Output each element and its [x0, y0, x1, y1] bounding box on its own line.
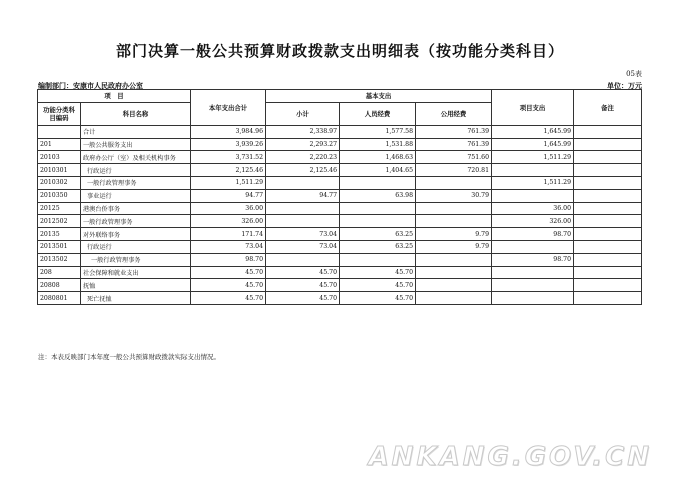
row-personnel: 45.70 [340, 279, 416, 292]
row-total: 326.00 [191, 215, 266, 228]
row-subtotal [266, 215, 340, 228]
row-code: 2010350 [38, 189, 81, 202]
row-public: 720.81 [416, 164, 492, 177]
row-name: 一般行政管理事务 [81, 176, 191, 189]
row-project: 326.00 [492, 215, 574, 228]
table-row [38, 164, 642, 177]
row-subtotal: 73.04 [266, 240, 340, 253]
row-total: 94.77 [191, 189, 266, 202]
row-public: 9.79 [416, 240, 492, 253]
row-name: 一般公共服务支出 [81, 138, 191, 151]
row-subtotal: 94.77 [266, 189, 340, 202]
row-public: 761.39 [416, 125, 492, 138]
row-code: 2010301 [38, 164, 81, 177]
row-total: 45.70 [191, 292, 266, 305]
row-total: 45.70 [191, 279, 266, 292]
row-public [416, 266, 492, 279]
row-remark [574, 228, 642, 241]
row-code [38, 125, 81, 138]
table-row [38, 189, 642, 202]
row-name: 政府办公厅（室）及相关机构事务 [81, 151, 191, 164]
row-name: 一般行政管理事务 [81, 253, 191, 266]
table-row [38, 228, 642, 241]
row-name: 一般行政管理事务 [81, 215, 191, 228]
row-public: 30.79 [416, 189, 492, 202]
row-subtotal: 2,293.27 [266, 138, 340, 151]
row-name: 行政运行 [81, 240, 191, 253]
row-project: 1,511.29 [492, 176, 574, 189]
row-personnel: 1,404.65 [340, 164, 416, 177]
row-total: 1,511.29 [191, 176, 266, 189]
row-remark [574, 266, 642, 279]
row-name: 合计 [81, 125, 191, 138]
row-subtotal [266, 202, 340, 215]
row-subtotal: 45.70 [266, 279, 340, 292]
row-code: 2010302 [38, 176, 81, 189]
row-project [492, 240, 574, 253]
row-personnel: 45.70 [340, 292, 416, 305]
row-subtotal: 45.70 [266, 292, 340, 305]
row-project: 98.70 [492, 253, 574, 266]
row-remark [574, 279, 642, 292]
row-public [416, 253, 492, 266]
header-code: 功能分类科目编码 [38, 102, 81, 125]
header-project: 项目支出 [492, 90, 574, 126]
row-remark [574, 151, 642, 164]
row-total: 73.04 [191, 240, 266, 253]
row-project: 36.00 [492, 202, 574, 215]
header-basic: 基本支出 [266, 90, 492, 103]
header-total: 本年支出合计 [191, 90, 266, 126]
row-name: 港澳台侨事务 [81, 202, 191, 215]
row-total: 3,984.96 [191, 125, 266, 138]
row-personnel [340, 253, 416, 266]
row-remark [574, 164, 642, 177]
table-row [38, 125, 642, 138]
department-label: 编制部门：安康市人民政府办公室 [38, 82, 143, 90]
row-name: 行政运行 [81, 164, 191, 177]
table-row [38, 151, 642, 164]
row-remark [574, 125, 642, 138]
row-code: 2013501 [38, 240, 81, 253]
row-public [416, 202, 492, 215]
row-code: 201 [38, 138, 81, 151]
row-personnel: 1,468.63 [340, 151, 416, 164]
row-public: 9.79 [416, 228, 492, 241]
row-code: 208 [38, 266, 81, 279]
row-code: 20103 [38, 151, 81, 164]
row-subtotal: 2,338.97 [266, 125, 340, 138]
row-project [492, 279, 574, 292]
row-public [416, 279, 492, 292]
row-name: 对外联络事务 [81, 228, 191, 241]
header-subtotal: 小计 [266, 102, 340, 125]
row-public [416, 176, 492, 189]
row-total: 98.70 [191, 253, 266, 266]
row-project [492, 189, 574, 202]
row-public: 751.60 [416, 151, 492, 164]
header-item: 项 目 [38, 90, 191, 103]
table-row [38, 176, 642, 189]
row-remark [574, 189, 642, 202]
row-project: 1,645.99 [492, 138, 574, 151]
table-row [38, 253, 642, 266]
row-project [492, 266, 574, 279]
report-title: 部门决算一般公共预算财政拨款支出明细表（按功能分类科目） [115, 42, 564, 60]
row-personnel: 1,531.88 [340, 138, 416, 151]
row-project [492, 292, 574, 305]
header-public: 公用经费 [416, 102, 492, 125]
row-total: 36.00 [191, 202, 266, 215]
table-row [38, 202, 642, 215]
expenditure-table [37, 89, 642, 305]
row-subtotal: 45.70 [266, 266, 340, 279]
header-name: 科目名称 [81, 102, 191, 125]
header-personnel: 人员经费 [340, 102, 416, 125]
table-row [38, 266, 642, 279]
row-total: 45.70 [191, 266, 266, 279]
table-row [38, 240, 642, 253]
unit-label: 单位：万元 [607, 82, 642, 90]
row-name: 抚恤 [81, 279, 191, 292]
row-remark [574, 176, 642, 189]
row-name: 死亡抚恤 [81, 292, 191, 305]
row-personnel: 63.25 [340, 228, 416, 241]
row-total: 3,731.52 [191, 151, 266, 164]
row-code: 20135 [38, 228, 81, 241]
row-total: 2,125.46 [191, 164, 266, 177]
row-project: 98.70 [492, 228, 574, 241]
row-subtotal [266, 253, 340, 266]
row-subtotal: 73.04 [266, 228, 340, 241]
row-code: 20125 [38, 202, 81, 215]
row-remark [574, 292, 642, 305]
row-personnel [340, 176, 416, 189]
row-personnel: 1,577.58 [340, 125, 416, 138]
row-subtotal: 2,125.46 [266, 164, 340, 177]
row-code: 20808 [38, 279, 81, 292]
table-body [38, 125, 642, 304]
form-number: 05表 [626, 70, 642, 78]
row-public [416, 292, 492, 305]
table-row [38, 292, 642, 305]
row-personnel: 45.70 [340, 266, 416, 279]
table-row [38, 279, 642, 292]
header-remark: 备注 [574, 90, 642, 126]
footnote: 注：本表反映部门本年度一般公共预算财政拨款实际支出情况。 [38, 353, 220, 361]
row-public [416, 215, 492, 228]
row-public: 761.39 [416, 138, 492, 151]
row-code: 2080801 [38, 292, 81, 305]
site-watermark: ANKANG.GOV.CN [368, 442, 652, 472]
row-subtotal: 2,220.23 [266, 151, 340, 164]
row-code: 2012502 [38, 215, 81, 228]
row-personnel [340, 202, 416, 215]
row-personnel [340, 215, 416, 228]
row-personnel: 63.25 [340, 240, 416, 253]
row-project [492, 164, 574, 177]
row-name: 事业运行 [81, 189, 191, 202]
row-remark [574, 253, 642, 266]
row-subtotal [266, 176, 340, 189]
row-remark [574, 202, 642, 215]
table-row [38, 215, 642, 228]
row-total: 3,939.26 [191, 138, 266, 151]
row-name: 社会保障和就业支出 [81, 266, 191, 279]
row-personnel: 63.98 [340, 189, 416, 202]
table-row [38, 138, 642, 151]
row-remark [574, 240, 642, 253]
row-total: 171.74 [191, 228, 266, 241]
row-remark [574, 215, 642, 228]
row-code: 2013502 [38, 253, 81, 266]
row-remark [574, 138, 642, 151]
row-project: 1,645.99 [492, 125, 574, 138]
row-project: 1,511.29 [492, 151, 574, 164]
